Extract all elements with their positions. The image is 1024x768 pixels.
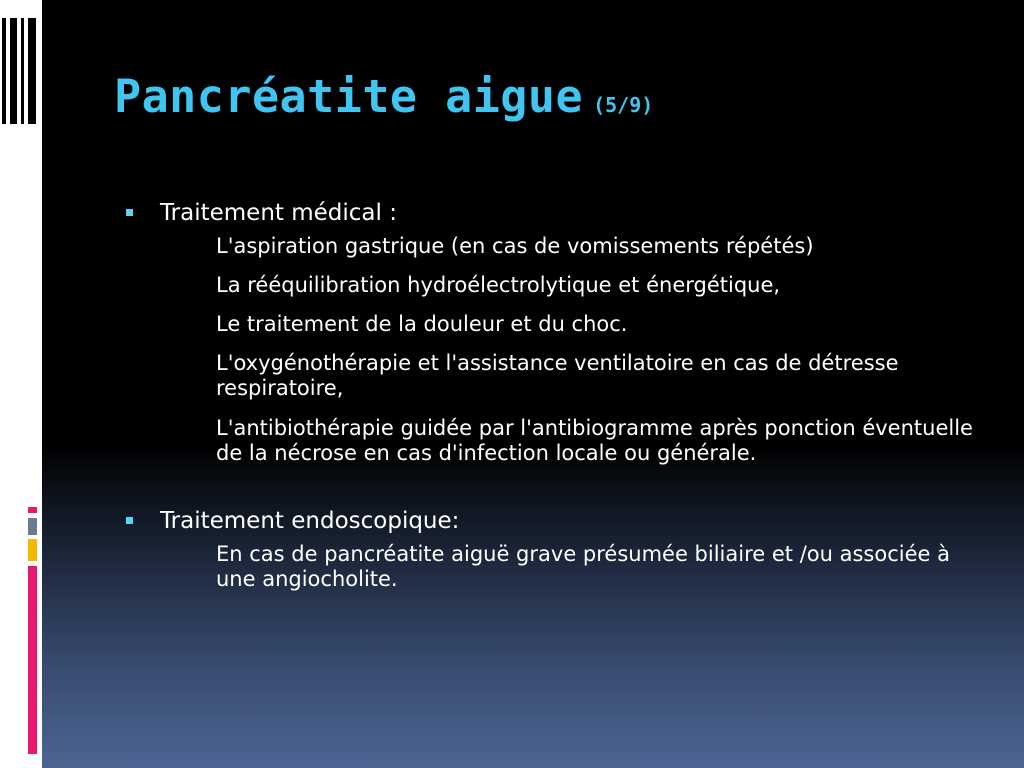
sub-list — [122, 234, 992, 466]
list-item: La rééquilibration hydroélectrolytique et énergétique, — [216, 272, 781, 297]
accent-yellow — [28, 539, 37, 561]
left-margin-strip — [0, 0, 42, 768]
list-item: L'aspiration gastrique (en cas de vomissements répétés) — [216, 233, 814, 258]
section-medical — [122, 200, 992, 466]
decorative-bar — [28, 18, 36, 124]
slide-content — [122, 200, 992, 592]
spacer — [122, 466, 992, 508]
slide-title — [114, 70, 653, 123]
accent-gray — [28, 518, 37, 535]
list-item: L'oxygénothérapie et l'assistance ventilatoire en cas de détresse respiratoire, — [216, 351, 899, 401]
square-bullet-icon — [126, 209, 133, 216]
section-heading-text: Traitement médical : — [160, 200, 397, 226]
section-heading — [122, 508, 992, 536]
list-item: L'antibiothérapie guidée par l'antibiogramme après ponction éventuelle de la nécrose en cas d'infection locale ou générale. — [216, 415, 973, 465]
list-item: Le traitement de la douleur et du choc. — [216, 311, 628, 336]
accent-pink-top — [28, 507, 37, 513]
decorative-bar — [21, 18, 24, 124]
accent-pink-bar — [28, 566, 37, 754]
title-counter: (5/9) — [593, 93, 654, 117]
slide — [42, 0, 1024, 768]
section-endoscopic — [122, 508, 992, 592]
square-bullet-icon — [126, 517, 133, 524]
decorative-bar — [2, 18, 6, 124]
sub-list — [122, 542, 992, 592]
title-text: Pancréatite aigue — [114, 70, 584, 123]
section-heading — [122, 200, 992, 228]
decorative-bars — [0, 18, 42, 124]
decorative-bar — [10, 18, 17, 124]
list-item: En cas de pancréatite aiguë grave présumée biliaire et /ou associée à une angiocholite. — [216, 541, 950, 591]
section-heading-text: Traitement endoscopique: — [160, 507, 460, 534]
